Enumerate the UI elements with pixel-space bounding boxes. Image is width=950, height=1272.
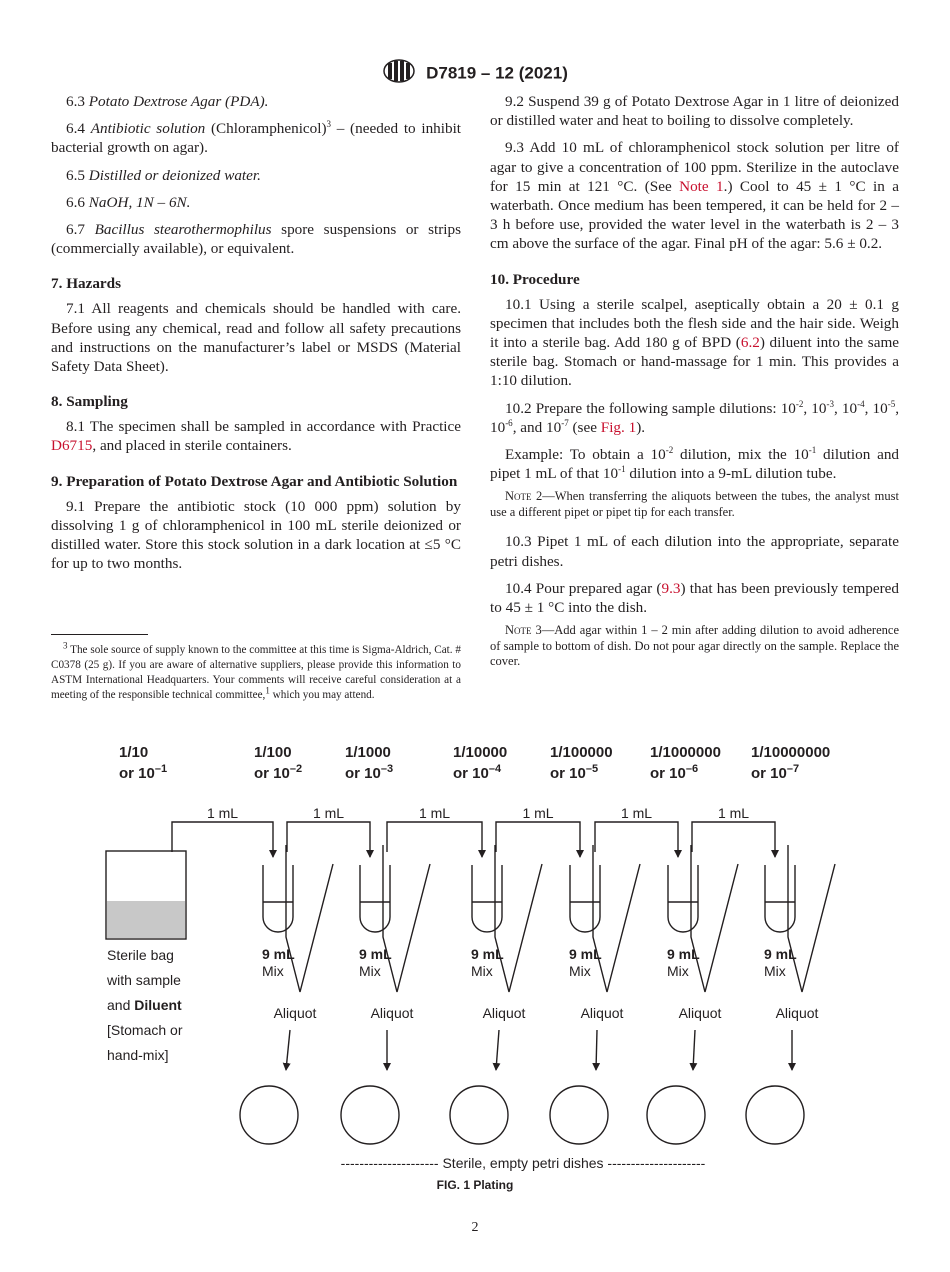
dilution-power: or $10^{-1}$: [119, 763, 168, 782]
footnote-3: $^3$ The sole source of supply known to the committee at this time is Sigma-Aldrich, Cat. # C0378 (25 g). If you are aware of alternative suppliers, please provide this information to ASTM International Headquarters. Your comments will receive careful consideration at a meeting of the responsible technical committee,$^1$ which you may attend.: [51, 640, 461, 701]
transfer-arrow: [692, 822, 775, 857]
tube-volume: 9 mL: [471, 946, 504, 962]
dilution-ratio: 1/100000: [550, 744, 613, 761]
dilution-ratio: 1/10000: [453, 744, 508, 761]
dishes-label: --------------------- Sterile, empty petri dishes ---------------------: [340, 1155, 706, 1171]
section-6-6: 6.6 NaOH, 1N – 6N.: [66, 193, 191, 211]
aliquot-arrow: [286, 1030, 290, 1070]
petri-dish: [647, 1086, 705, 1144]
example-text: Example: To obtain a $10^{-2}$ dilution, mix the $10^{-1}$ dilution and pipet 1 mL of that $10^{-1}$ dilution into a 9-mL dilution tube.: [490, 444, 900, 483]
section-10-2: 10.2 Prepare the following sample dilutions: $10^{-2}$, $10^{-3}$, $10^{-4}$, $10^{-5}$, $10^{-6}$, and $10^{-7}$ (see Fig. 1).: [490, 398, 900, 436]
footnote-rule: [51, 634, 148, 635]
section-10-4: 10.4 Pour prepared agar (9.3) that has been previously tempered to 45 ± 1 °C into the dish.: [490, 579, 899, 617]
dilution-ratio: 1/10000000: [751, 744, 831, 761]
tube-mix: Mix: [262, 963, 284, 979]
tube-volume: 9 mL: [667, 946, 700, 962]
note-3: Note 3—Add agar within 1 – 2 min after adding dilution to avoid adherence of sample to bottom of dish. Do not pour agar directly on the sample. Replace the cover.: [490, 623, 899, 669]
transfer-label: 1 mL: [717, 805, 750, 821]
section-10-3: 10.3 Pipet 1 mL of each dilution into the appropriate, separate petri dishes.: [490, 533, 899, 570]
transfer-label: 1 mL: [418, 805, 451, 821]
link-9-3[interactable]: 9.3: [661, 579, 681, 597]
aliquot-label: Aliquot: [370, 1005, 414, 1021]
link-6-2[interactable]: 6.2: [740, 334, 760, 352]
heading-hazards: 7. Hazards: [51, 275, 122, 293]
transfer-arrow: [172, 822, 273, 857]
left-column: [51, 92, 461, 581]
right-column: [490, 92, 899, 682]
section-6-3: 6.3 Potato Dextrose Agar (PDA).: [66, 93, 269, 110]
transfer-label: 1 mL: [620, 805, 653, 821]
page-header: [0, 58, 950, 89]
dilution-power: or $10^{-2}$: [254, 763, 303, 782]
aliquot-label: Aliquot: [273, 1005, 317, 1021]
aliquot-arrow: [596, 1030, 597, 1070]
section-8-1: 8.1 The specimen shall be sampled in accordance with Practice D6715, and placed in sterile containers.: [51, 418, 461, 455]
tube-volume: 9 mL: [359, 946, 392, 962]
tube-mix: Mix: [359, 963, 381, 979]
link-note-1[interactable]: Note 1: [679, 177, 724, 195]
link-fig-1[interactable]: Fig. 1: [600, 418, 637, 436]
dilution-ratio: 1/10: [119, 744, 149, 761]
section-7-1: 7.1 All reagents and chemicals should be handled with care. Before using any chemical, read and follow all safety precautions and instructions on the manufacturer’s label or MSDS (Material Safety Data Sheet).: [51, 300, 461, 376]
transfer-arrow: [387, 822, 482, 857]
aliquot-label: Aliquot: [580, 1005, 624, 1021]
petri-dish: [240, 1086, 298, 1144]
transfer-label: 1 mL: [312, 805, 345, 821]
figure-plating: [0, 730, 950, 1200]
section-10-1: 10.1 Using a sterile scalpel, aseptically obtain a 20 ± 0.1 g specimen that includes both the flesh side and the hair side. Weigh it into a sterile bag. Add 180 g of BPD (6.2) diluent into the same sterile bag. Stomach or hand-massage for 1 min. This provides a 1:10 dilution.: [490, 295, 899, 390]
tube-mix: Mix: [471, 963, 493, 979]
tube-mix: Mix: [764, 963, 786, 979]
heading-procedure: 10. Procedure: [490, 270, 580, 288]
tube-volume: 9 mL: [569, 946, 602, 962]
bag-diluent-fill: [107, 901, 185, 938]
dilution-tube: [263, 865, 293, 932]
dilution-ratio: 1/1000000: [650, 744, 721, 761]
petri-dish: [341, 1086, 399, 1144]
transfer-arrow: [287, 822, 370, 857]
petri-dish: [746, 1086, 804, 1144]
section-9-2: 9.2 Suspend 39 g of Potato Dextrose Agar in 1 litre of deionized or distilled water and heat to boiling to dissolve completely.: [490, 93, 899, 130]
figure-caption: FIG. 1 Plating: [436, 1178, 514, 1192]
dilution-tube: [570, 865, 600, 932]
dilution-ratio: 1/100: [254, 744, 292, 761]
bag-label-3: and Diluent: [107, 997, 182, 1013]
dilution-power: or $10^{-6}$: [650, 763, 699, 782]
note-2: Note 2—When transferring the aliquots between the tubes, the analyst must use a different pipet or pipet tip for each transfer.: [490, 489, 899, 519]
section-6-7: 6.7 Bacillus stearothermophilus spore suspensions or strips (commercially available), or equivalent.: [51, 221, 462, 258]
aliquot-label: Aliquot: [678, 1005, 722, 1021]
transfer-arrow: [496, 822, 580, 857]
astm-logo-icon: [382, 58, 416, 89]
dilution-power: or $10^{-3}$: [345, 763, 394, 782]
dilution-tube: [668, 865, 698, 932]
section-9-1: 9.1 Prepare the antibiotic stock (10 000 ppm) solution by dissolving 1 g of chloramphenicol in 100 mL sterile deionized or distilled water. Store this stock solution in a dark location at ≤5 °C for up to two months.: [51, 497, 461, 573]
section-6-5: 6.5 Distilled or deionized water.: [66, 166, 261, 184]
petri-dish: [450, 1086, 508, 1144]
dilution-power: or $10^{-5}$: [550, 763, 599, 782]
bag-label-1: Sterile bag: [107, 947, 174, 963]
tube-volume: 9 mL: [764, 946, 797, 962]
tube-mix: Mix: [569, 963, 591, 979]
dilution-power: or $10^{-4}$: [453, 763, 502, 782]
heading-sampling: 8. Sampling: [51, 393, 128, 411]
page-number: 2: [471, 1220, 479, 1235]
heading-preparation: 9. Preparation of Potato Dextrose Agar and Antibiotic Solution: [51, 472, 458, 490]
petri-dish: [550, 1086, 608, 1144]
aliquot-label: Aliquot: [775, 1005, 819, 1021]
dilution-ratio: 1/1000: [345, 744, 391, 761]
dilution-tube: [360, 865, 390, 932]
bag-label-4: [Stomach or: [107, 1022, 183, 1038]
section-9-3: 9.3 Add 10 mL of chloramphenicol stock solution per litre of agar to give a concentration of 100 ppm. Sterilize in the autoclave for 15 min at 121 °C. (See Note 1.) Cool to 45 ± 1 °C in a waterbath. Once medium has been tempered, it can be held for 2 – 3 h before use, provided the water level in the waterbath is 2 – 3 cm above the surface of the agar. Final pH of the agar: 5.6 ± 0.2.: [490, 139, 899, 253]
tube-mix: Mix: [667, 963, 689, 979]
aliquot-arrow: [693, 1030, 695, 1070]
aliquot-label: Aliquot: [482, 1005, 526, 1021]
section-6-4: 6.4 Antibiotic solution (Chloramphenicol)$^3$ – (needed to inhibit bacterial growth on agar).: [51, 119, 462, 157]
tube-volume: 9 mL: [262, 946, 295, 962]
dilution-tube: [765, 865, 795, 932]
aliquot-arrow: [496, 1030, 499, 1070]
bag-label-5: hand-mix]: [107, 1047, 169, 1063]
dilution-tube: [472, 865, 502, 932]
document-code: D7819 – 12 (2021): [426, 63, 568, 83]
transfer-arrow: [595, 822, 678, 857]
transfer-label: 1 mL: [206, 805, 239, 821]
dilution-power: or $10^{-7}$: [751, 763, 800, 782]
transfer-label: 1 mL: [522, 805, 554, 821]
bag-label-2: with sample: [107, 972, 181, 988]
link-d6715[interactable]: D6715: [51, 437, 93, 455]
